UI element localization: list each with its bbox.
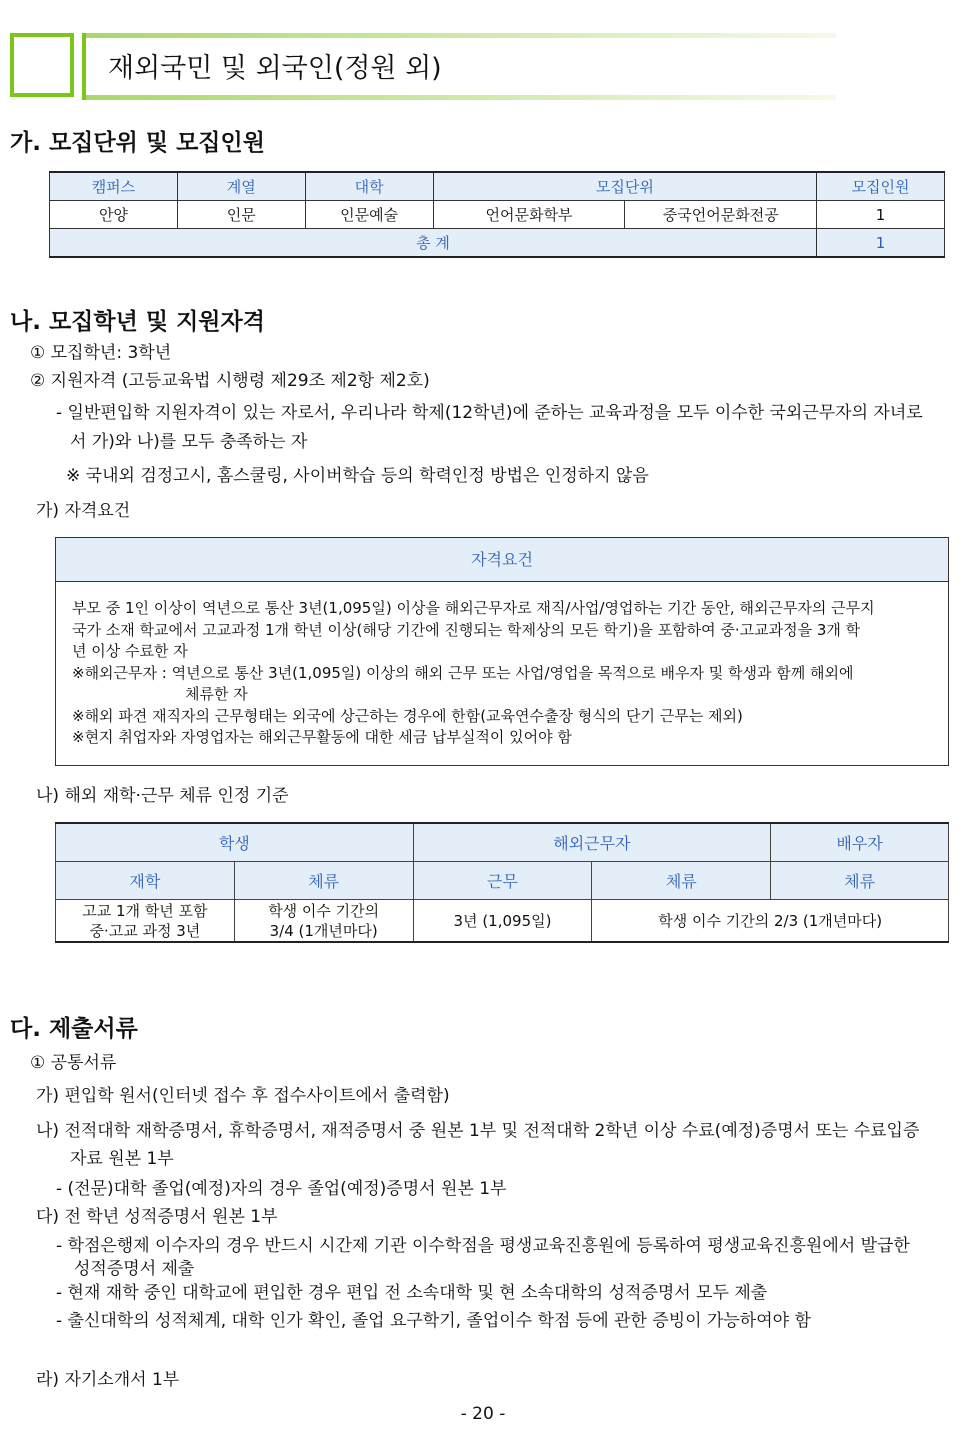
eligibility-line1: - 일반편입학 지원자격이 있는 자로서, 우리나라 학제(12학년)에 준하는 교육과정을 모두 이수한 국외근무자의 자녀로 bbox=[56, 403, 923, 423]
sub-header-enroll: 재학 bbox=[56, 862, 235, 900]
cell-college: 인문예술 bbox=[305, 201, 433, 229]
doc-da-dash1-line1: - 학점은행제 이수자의 경우 반드시 시간제 기관 이수학점을 평생교육진흥원에 등록하여 평생교육진흥원에서 발급한 bbox=[56, 1236, 910, 1256]
col-header-campus: 캠퍼스 bbox=[50, 172, 178, 201]
sub-header-stay: 체류 bbox=[592, 862, 771, 900]
banner-square-icon bbox=[10, 33, 74, 97]
req-note-cont: 체류한 자 bbox=[185, 685, 248, 703]
req-line: 부모 중 1인 이상이 역년으로 통산 3년(1,095일) 이상을 해외근무자로 재직/사업/영업하는 기간 동안, 해외근무자의 근무지 bbox=[72, 599, 875, 617]
eligibility-title: ② 지원자격 (고등교육법 시행령 제29조 제2항 제2호) bbox=[30, 371, 430, 391]
requirements-box bbox=[55, 537, 949, 766]
doc-na-dash: - (전문)대학 졸업(예정)자의 경우 졸업(예정)증명서 원본 1부 bbox=[56, 1179, 507, 1199]
cell-quota: 1 bbox=[817, 201, 945, 229]
cell-student-stay bbox=[234, 900, 413, 943]
col-header-field: 계열 bbox=[177, 172, 305, 201]
common-docs: ① 공통서류 bbox=[30, 1053, 117, 1073]
cell-worker-stay: 학생 이수 기간의 2/3 (1개년마다) bbox=[592, 900, 949, 943]
table-row bbox=[56, 900, 949, 943]
table-row bbox=[50, 201, 945, 229]
requirements-header: 자격요건 bbox=[56, 538, 948, 582]
doc-da-dash2: - 현재 재학 중인 대학교에 편입한 경우 편입 전 소속대학 및 현 소속대학의 성적증명서 모두 제출 bbox=[56, 1283, 768, 1303]
cell-enroll-line1: 고교 1개 학년 포함 bbox=[82, 901, 208, 920]
section-a-heading: 가. 모집단위 및 모집인원 bbox=[10, 130, 265, 156]
eligibility-note: ※ 국내외 검정고시, 홈스쿨링, 사이버학습 등의 학력인정 방법은 인정하지 않음 bbox=[66, 466, 649, 486]
req-line: 년 이상 수료한 자 bbox=[72, 642, 188, 660]
sub-header-stay: 체류 bbox=[234, 862, 413, 900]
subheading-criteria: 나) 해외 재학·근무 체류 인정 기준 bbox=[36, 786, 289, 806]
sub-header-work: 근무 bbox=[413, 862, 592, 900]
admission-year: ① 모집학년: 3학년 bbox=[30, 343, 172, 363]
req-line: 국가 소재 학교에서 고교과정 1개 학년 이상(해당 기간에 진행되는 학제상의 모든 학기)을 포함하여 중·고교과정을 3개 학 bbox=[72, 620, 861, 639]
section-c-heading: 다. 제출서류 bbox=[10, 1016, 138, 1042]
cell-work: 3년 (1,095일) bbox=[413, 900, 592, 943]
section-b-heading: 나. 모집학년 및 지원자격 bbox=[10, 309, 265, 335]
cell-field: 인문 bbox=[177, 201, 305, 229]
doc-da: 다) 전 학년 성적증명서 원본 1부 bbox=[36, 1207, 278, 1227]
cell-major: 중국언어문화전공 bbox=[625, 201, 817, 229]
eligibility-line2: 서 가)와 나)를 모두 충족하는 자 bbox=[70, 432, 308, 452]
req-note: ※해외근무자 : 역년으로 통산 3년(1,095일) 이상의 해외 근무 또는 사업/영업을 목적으로 배우자 및 학생과 함께 해외에 bbox=[72, 663, 854, 682]
total-label: 총 계 bbox=[50, 229, 817, 258]
cell-enroll-line2: 중·고교 과정 3년 bbox=[89, 921, 201, 940]
cell-enroll bbox=[56, 900, 235, 943]
req-note: ※현지 취업자와 자영업자는 해외근무활동에 대한 세금 납부실적이 있어야 함 bbox=[72, 728, 572, 746]
group-header-worker: 해외근무자 bbox=[413, 823, 771, 862]
sub-header-stay: 체류 bbox=[771, 862, 949, 900]
subheading-requirements: 가) 자격요건 bbox=[36, 501, 131, 521]
criteria-table bbox=[55, 822, 949, 943]
doc-ra: 라) 자기소개서 1부 bbox=[36, 1370, 180, 1390]
col-header-college: 대학 bbox=[305, 172, 433, 201]
doc-na-line1: 나) 전적대학 재학증명서, 휴학증명서, 재적증명서 중 원본 1부 및 전적대학 2학년 이상 수료(예정)증명서 또는 수료입증 bbox=[36, 1121, 920, 1141]
cell-campus: 안양 bbox=[50, 201, 178, 229]
banner-bottom-stripe bbox=[86, 95, 836, 100]
doc-ga: 가) 편입학 원서(인터넷 접수 후 접수사이트에서 출력함) bbox=[36, 1086, 450, 1106]
total-value: 1 bbox=[817, 229, 945, 258]
doc-da-dash3: - 출신대학의 성적체계, 대학 인가 확인, 졸업 요구학기, 졸업이수 학점 등에 관한 증빙이 가능하여야 함 bbox=[56, 1311, 811, 1331]
doc-na-line2: 자료 원본 1부 bbox=[70, 1149, 174, 1169]
banner-top-stripe bbox=[86, 33, 836, 38]
doc-da-dash1-line2: 성적증명서 제출 bbox=[74, 1259, 195, 1279]
group-header-spouse: 배우자 bbox=[771, 823, 949, 862]
recruit-table bbox=[49, 171, 945, 258]
col-header-unit: 모집단위 bbox=[433, 172, 817, 201]
req-note: ※해외 파견 재직자의 근무형태는 외국에 상근하는 경우에 한함(교육연수출장 형식의 단기 근무는 제외) bbox=[72, 706, 743, 725]
cell-stay-line1: 학생 이수 기간의 bbox=[268, 901, 380, 920]
cell-stay-line2: 3/4 (1개년마다) bbox=[269, 921, 378, 940]
page-number: - 20 - bbox=[460, 1404, 506, 1424]
cell-school: 언어문화학부 bbox=[433, 201, 625, 229]
page-title: 재외국민 및 외국인(정원 외) bbox=[108, 53, 442, 84]
group-header-student: 학생 bbox=[56, 823, 414, 862]
col-header-quota: 모집인원 bbox=[817, 172, 945, 201]
